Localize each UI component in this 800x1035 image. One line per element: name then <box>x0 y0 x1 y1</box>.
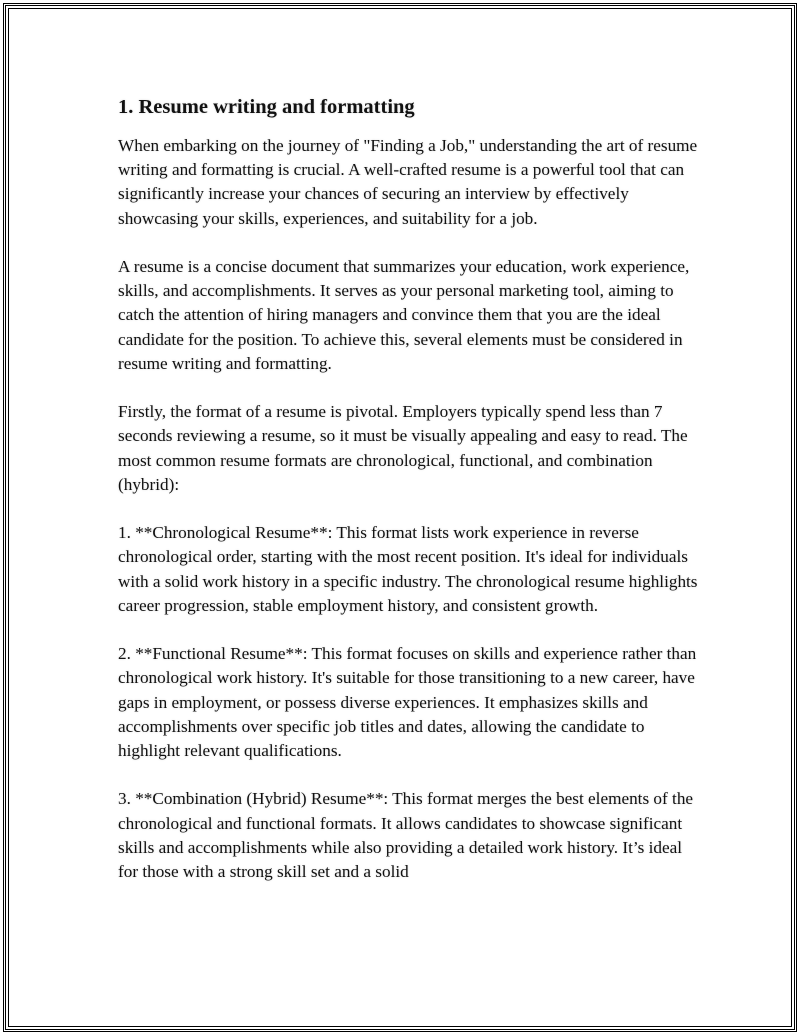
paragraph-resume-format: Firstly, the format of a resume is pivotal. Employers typically spend less than 7 seconds reviewing a resume, so it must be visually appealing and easy to read. The most common resume formats are chronological, functional, and combination (hybrid): <box>118 402 688 494</box>
document-body <box>118 94 698 908</box>
paragraph-chronological: 1. **Chronological Resume**: This format lists work experience in reverse chronological order, starting with the most recent position. It's ideal for individuals with a solid work history in a specific industry. The chronological resume highlights career progression, stable employment history, and consistent growth. <box>118 523 698 615</box>
paragraph-combination: 3. **Combination (Hybrid) Resume**: This format merges the best elements of the chronological and functional formats. It allows candidates to showcase significant skills and accomplishments while also providing a detailed work history. It’s ideal for those with a strong skill set and a solid <box>118 789 694 882</box>
paragraph-functional: 2. **Functional Resume**: This format focuses on skills and experience rather than chronological work history. It's suitable for those transitioning to a new career, have gaps in employment, or possess diverse experiences. It emphasizes skills and accomplishments over specific job titles and dates, allowing the candidate to highlight relevant qualifications. <box>118 644 697 761</box>
paragraph-resume-definition: A resume is a concise document that summarizes your education, work experience, skills, and accomplishments. It serves as your personal marketing tool, aiming to catch the attention of hiring managers and convince them that you are the ideal candidate for the position. To achieve this, several elements must be considered in resume writing and formatting. <box>118 257 690 373</box>
paragraph-intro: When embarking on the journey of "Finding a Job," understanding the art of resume writing and formatting is crucial. A well-crafted resume is a powerful tool that can significantly increase your chances of securing an interview by effectively showcasing your skills, experiences, and suitability for a job. <box>118 136 698 228</box>
section-heading: 1. Resume writing and formatting <box>118 96 415 118</box>
